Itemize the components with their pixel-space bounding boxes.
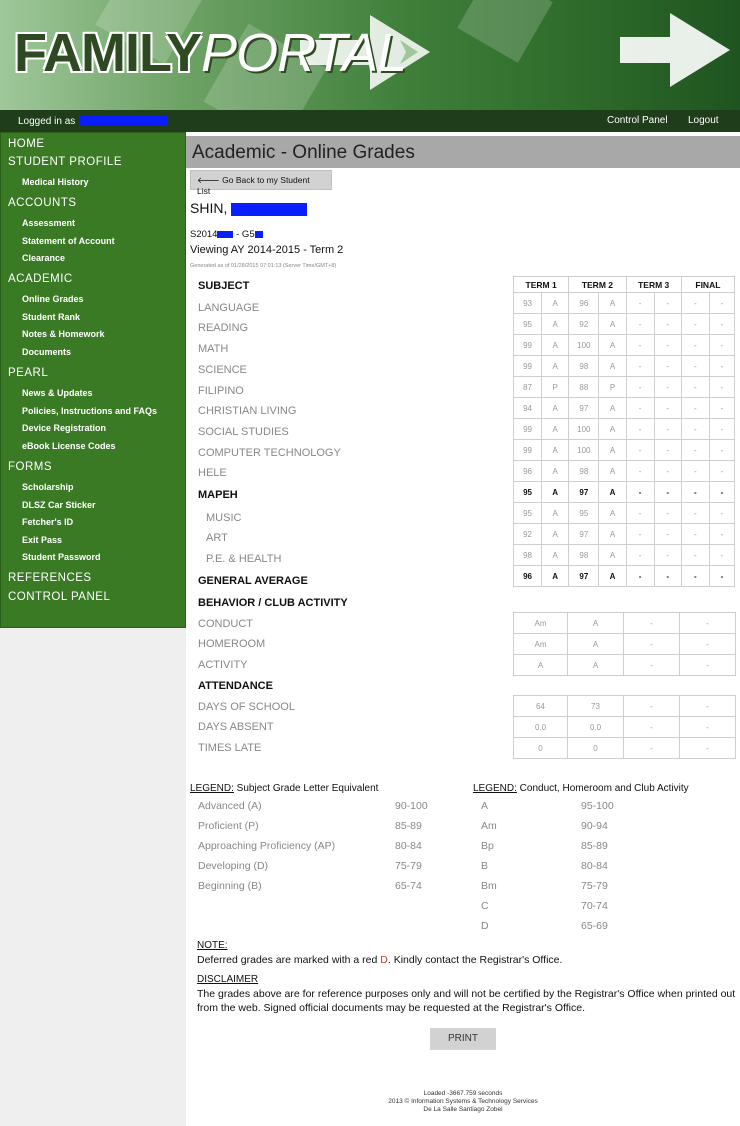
redacted-first-name bbox=[231, 203, 307, 216]
behavior-cell: - bbox=[624, 634, 680, 655]
attendance-cell: 0.0 bbox=[514, 717, 568, 738]
grade-cell: A bbox=[599, 566, 626, 587]
header-banner bbox=[0, 0, 740, 110]
grade-cell: 98 bbox=[569, 356, 599, 377]
sidebar-item-student-password[interactable]: Student Password bbox=[22, 552, 101, 562]
grade-cell: A bbox=[542, 419, 569, 440]
main-content bbox=[186, 132, 740, 1126]
subject-mapeh: MAPEH bbox=[198, 489, 238, 501]
control-panel-link[interactable]: Control Panel bbox=[607, 115, 668, 126]
grade-row-filipino bbox=[514, 377, 735, 398]
behavior-cell: A bbox=[514, 655, 568, 676]
grade-cell: - bbox=[626, 356, 654, 377]
behavior-cell: A bbox=[568, 613, 624, 634]
disclaimer-text: The grades above are for reference purposes only and will not be certified by the Registrar's Office when printed out from the web. Signed official documents may be requested at the Registrar's Office. bbox=[197, 988, 736, 1014]
sidebar-section-forms[interactable]: FORMS bbox=[8, 461, 53, 473]
grade-cell: - bbox=[681, 566, 709, 587]
grade-cell: - bbox=[626, 440, 654, 461]
grade-row-computer-technology bbox=[514, 440, 735, 461]
grade-row-general-average bbox=[514, 566, 735, 587]
attendance-row-days-absent bbox=[514, 717, 736, 738]
grade-row-p-e-health bbox=[514, 545, 735, 566]
grade-cell: 95 bbox=[569, 503, 599, 524]
grade-cell: - bbox=[709, 293, 734, 314]
generated-timestamp: Generated as of 01/28/2015 07:01:13 (Server Time/GMT+8) bbox=[190, 263, 337, 269]
grade-cell: - bbox=[626, 524, 654, 545]
legend-subject-range: 90-100 bbox=[395, 800, 428, 812]
grade-cell: 97 bbox=[569, 566, 599, 587]
behavior-cell: - bbox=[680, 655, 736, 676]
back-to-student-list-button[interactable] bbox=[190, 170, 332, 196]
attendance-cell: 0 bbox=[568, 738, 624, 759]
student-name: SHIN, bbox=[190, 200, 307, 216]
subject-language: LANGUAGE bbox=[198, 302, 260, 314]
attendance-times-late: TIMES LATE bbox=[198, 742, 262, 754]
grade-row-hele bbox=[514, 461, 735, 482]
student-id: S2014 - G5 bbox=[190, 229, 263, 240]
grade-cell: 97 bbox=[569, 398, 599, 419]
legend-subject-range: 75-79 bbox=[395, 860, 422, 872]
behavior-cell: A bbox=[568, 655, 624, 676]
grade-cell: 99 bbox=[514, 335, 542, 356]
grade-cell: 100 bbox=[569, 419, 599, 440]
subject-computer-technology: COMPUTER TECHNOLOGY bbox=[198, 447, 341, 459]
legend-subject-range: 85-89 bbox=[395, 820, 422, 832]
behavior-cell: - bbox=[680, 634, 736, 655]
sidebar-section-home[interactable]: HOME bbox=[8, 138, 45, 150]
grade-row-christian-living bbox=[514, 398, 735, 419]
attendance-days-of-school: DAYS OF SCHOOL bbox=[198, 701, 295, 713]
grade-cell: - bbox=[681, 461, 709, 482]
grade-cell: A bbox=[599, 398, 626, 419]
sidebar-item-clearance[interactable]: Clearance bbox=[22, 253, 66, 263]
banner-decoration bbox=[457, 0, 553, 63]
grade-cell: - bbox=[654, 524, 681, 545]
subject-art: ART bbox=[206, 532, 228, 544]
sidebar bbox=[0, 132, 186, 1126]
legend-conduct-name: Bp bbox=[481, 840, 494, 852]
legend-conduct-range: 65-69 bbox=[581, 920, 608, 932]
grades-table bbox=[513, 276, 735, 587]
legend-conduct-range: 75-79 bbox=[581, 880, 608, 892]
grade-cell: A bbox=[599, 482, 626, 503]
grade-cell: 96 bbox=[514, 566, 542, 587]
grade-row-science bbox=[514, 356, 735, 377]
subject-social-studies: SOCIAL STUDIES bbox=[198, 426, 289, 438]
sidebar-item-scholarship[interactable]: Scholarship bbox=[22, 482, 74, 492]
grade-cell: - bbox=[709, 482, 734, 503]
grade-cell: A bbox=[599, 524, 626, 545]
sidebar-section-academic[interactable]: ACADEMIC bbox=[8, 273, 73, 285]
legend-conduct-range: 70-74 bbox=[581, 900, 608, 912]
grade-cell: - bbox=[626, 461, 654, 482]
grade-cell: 95 bbox=[514, 503, 542, 524]
subject-science: SCIENCE bbox=[198, 364, 247, 376]
grade-row-math bbox=[514, 335, 735, 356]
legend-subject-name: Advanced (A) bbox=[198, 800, 262, 812]
attendance-cell: 0.0 bbox=[568, 717, 624, 738]
grade-cell: - bbox=[654, 545, 681, 566]
attendance-cell: - bbox=[624, 717, 680, 738]
legend-conduct-name: B bbox=[481, 860, 489, 872]
grade-cell: A bbox=[542, 566, 569, 587]
grade-cell: - bbox=[681, 293, 709, 314]
legend-conduct-range: 95-100 bbox=[581, 800, 614, 812]
subject-filipino: FILIPINO bbox=[198, 385, 244, 397]
disclaimer-title: DISCLAIMER bbox=[197, 974, 259, 985]
grade-cell: - bbox=[626, 377, 654, 398]
grade-cell: 98 bbox=[569, 545, 599, 566]
viewing-term-label: Viewing AY 2014-2015 - Term 2 bbox=[190, 244, 344, 256]
grade-cell: - bbox=[654, 503, 681, 524]
attendance-days-absent: DAYS ABSENT bbox=[198, 721, 274, 733]
legend-subject-name: Approaching Proficiency (AP) bbox=[198, 840, 336, 852]
grade-cell: A bbox=[542, 293, 569, 314]
behavior-cell: Am bbox=[514, 634, 568, 655]
attendance-cell: - bbox=[680, 738, 736, 759]
sidebar-section-references[interactable]: REFERENCES bbox=[8, 572, 92, 584]
term-1-header: TERM 1 bbox=[514, 277, 569, 293]
sidebar-section-control-panel[interactable]: CONTROL PANEL bbox=[8, 591, 111, 603]
family-portal-logo bbox=[14, 22, 406, 84]
grade-cell: A bbox=[599, 461, 626, 482]
arrow-left-icon: 🡐 bbox=[197, 175, 220, 185]
grade-cell: A bbox=[542, 503, 569, 524]
sidebar-item-exit-pass[interactable]: Exit Pass bbox=[22, 535, 63, 545]
grade-cell: - bbox=[681, 377, 709, 398]
legend-conduct-title: LEGEND: Conduct, Homeroom and Club Activity bbox=[473, 783, 689, 794]
grade-cell: A bbox=[542, 482, 569, 503]
grade-cell: A bbox=[599, 419, 626, 440]
subject-reading: READING bbox=[198, 322, 249, 334]
grade-cell: - bbox=[709, 335, 734, 356]
deferred-red-letter: D bbox=[380, 954, 388, 966]
legend-conduct-name: A bbox=[481, 800, 489, 812]
sidebar-item-student-rank[interactable]: Student Rank bbox=[22, 312, 81, 322]
grade-cell: A bbox=[542, 545, 569, 566]
grade-cell: 98 bbox=[569, 461, 599, 482]
attendance-header: ATTENDANCE bbox=[198, 680, 273, 692]
grade-cell: 100 bbox=[569, 335, 599, 356]
behavior-cell: - bbox=[680, 613, 736, 634]
grade-cell: - bbox=[681, 314, 709, 335]
sidebar-item-fetchers-id[interactable]: Fetcher's ID bbox=[22, 517, 74, 527]
behavior-cell: - bbox=[624, 613, 680, 634]
attendance-cell: - bbox=[624, 696, 680, 717]
grade-cell: - bbox=[681, 524, 709, 545]
legend-conduct-name: C bbox=[481, 900, 489, 912]
grade-cell: - bbox=[654, 419, 681, 440]
grade-cell: - bbox=[654, 377, 681, 398]
sidebar-section-pearl[interactable]: PEARL bbox=[8, 367, 49, 379]
behavior-cell: Am bbox=[514, 613, 568, 634]
grade-cell: 88 bbox=[569, 377, 599, 398]
note-text: Deferred grades are marked with a red D. Kindly contact the Registrar's Office. bbox=[197, 954, 563, 966]
print-button[interactable]: PRINT bbox=[430, 1028, 496, 1050]
grade-cell: - bbox=[626, 482, 654, 503]
grade-cell: - bbox=[626, 293, 654, 314]
subject-music: MUSIC bbox=[206, 512, 242, 524]
grade-cell: - bbox=[626, 566, 654, 587]
grade-cell: 92 bbox=[569, 314, 599, 335]
page-title: Academic - Online Grades bbox=[186, 136, 740, 168]
grade-cell: A bbox=[599, 335, 626, 356]
sidebar-item-online-grades[interactable]: Online Grades bbox=[22, 294, 84, 304]
grade-cell: - bbox=[654, 356, 681, 377]
grade-cell: 94 bbox=[514, 398, 542, 419]
legend-subject-range: 65-74 bbox=[395, 880, 422, 892]
grade-row-mapeh bbox=[514, 482, 735, 503]
footer-copyright: 2013 © Information Systems & Technology Services bbox=[388, 1098, 538, 1105]
legend-conduct-name: Bm bbox=[481, 880, 497, 892]
sidebar-section-accounts[interactable]: ACCOUNTS bbox=[8, 197, 77, 209]
attendance-table bbox=[513, 695, 736, 759]
subject-christian-living: CHRISTIAN LIVING bbox=[198, 405, 297, 417]
grade-cell: - bbox=[709, 356, 734, 377]
legend-subject-name: Beginning (B) bbox=[198, 880, 262, 892]
term-2-header: TERM 2 bbox=[569, 277, 626, 293]
sidebar-nav bbox=[0, 132, 186, 628]
grade-cell: - bbox=[654, 314, 681, 335]
logo-family-text: FAMILY bbox=[14, 23, 202, 83]
behavior-row-homeroom bbox=[514, 634, 736, 655]
grade-cell: A bbox=[599, 293, 626, 314]
grade-cell: - bbox=[654, 398, 681, 419]
legend-subject-name: Developing (D) bbox=[198, 860, 269, 872]
grade-cell: A bbox=[542, 524, 569, 545]
grade-cell: 92 bbox=[514, 524, 542, 545]
grade-cell: - bbox=[709, 524, 734, 545]
logout-link[interactable]: Logout bbox=[688, 115, 719, 126]
grade-cell: A bbox=[599, 545, 626, 566]
back-button-label: Go Back to my Student List bbox=[197, 175, 310, 196]
grade-cell: - bbox=[626, 545, 654, 566]
grade-cell: 99 bbox=[514, 419, 542, 440]
attendance-cell: - bbox=[624, 738, 680, 759]
final-header: FINAL bbox=[681, 277, 734, 293]
subject-general-average: GENERAL AVERAGE bbox=[198, 575, 308, 587]
grade-cell: - bbox=[709, 440, 734, 461]
grade-cell: A bbox=[599, 440, 626, 461]
grade-row-language bbox=[514, 293, 735, 314]
legend-conduct-range: 85-89 bbox=[581, 840, 608, 852]
legend-conduct-range: 90-94 bbox=[581, 820, 608, 832]
attendance-cell: 73 bbox=[568, 696, 624, 717]
sidebar-item-news-updates[interactable]: News & Updates bbox=[22, 388, 93, 398]
grade-cell: P bbox=[599, 377, 626, 398]
grade-cell: A bbox=[542, 356, 569, 377]
arrow-right-icon bbox=[620, 5, 740, 95]
behavior-header: BEHAVIOR / CLUB ACTIVITY bbox=[198, 597, 348, 609]
legend-conduct-range: 80-84 bbox=[581, 860, 608, 872]
grade-cell: - bbox=[654, 335, 681, 356]
grade-cell: - bbox=[709, 566, 734, 587]
grade-cell: A bbox=[599, 503, 626, 524]
grade-cell: - bbox=[626, 503, 654, 524]
sidebar-item-statement-of-account[interactable]: Statement of Account bbox=[22, 236, 115, 246]
subject-header: SUBJECT bbox=[198, 280, 250, 292]
legend-conduct-name: D bbox=[481, 920, 489, 932]
grade-cell: - bbox=[681, 398, 709, 419]
sidebar-item-medical-history[interactable]: Medical History bbox=[22, 177, 89, 187]
grade-cell: - bbox=[681, 440, 709, 461]
behavior-cell: - bbox=[624, 655, 680, 676]
attendance-cell: - bbox=[680, 717, 736, 738]
grade-row-music bbox=[514, 503, 735, 524]
grade-cell: 95 bbox=[514, 314, 542, 335]
grade-cell: A bbox=[542, 398, 569, 419]
logged-in-label: Logged in as bbox=[18, 115, 167, 127]
grade-cell: 98 bbox=[514, 545, 542, 566]
note-title: NOTE: bbox=[197, 940, 228, 951]
subject-p-e-health: P.E. & HEALTH bbox=[206, 553, 282, 565]
sidebar-item-ebook-license[interactable]: eBook License Codes bbox=[22, 441, 116, 451]
grade-cell: P bbox=[542, 377, 569, 398]
grade-cell: A bbox=[599, 314, 626, 335]
grade-cell: 95 bbox=[514, 482, 542, 503]
behavior-homeroom: HOMEROOM bbox=[198, 638, 266, 650]
grade-cell: 99 bbox=[514, 440, 542, 461]
grade-cell: 96 bbox=[569, 293, 599, 314]
grade-cell: A bbox=[542, 335, 569, 356]
grade-cell: 87 bbox=[514, 377, 542, 398]
behavior-conduct: CONDUCT bbox=[198, 618, 253, 630]
grade-cell: A bbox=[542, 461, 569, 482]
grade-cell: A bbox=[542, 440, 569, 461]
grade-cell: 93 bbox=[514, 293, 542, 314]
grade-cell: A bbox=[599, 356, 626, 377]
footer-load-time: Loaded -3667.759 seconds bbox=[423, 1090, 503, 1097]
grade-cell: - bbox=[681, 419, 709, 440]
grade-cell: - bbox=[681, 545, 709, 566]
sidebar-item-documents[interactable]: Documents bbox=[22, 347, 72, 357]
sidebar-item-notes-homework[interactable]: Notes & Homework bbox=[22, 329, 105, 339]
behavior-row-activity bbox=[514, 655, 736, 676]
subject-hele: HELE bbox=[198, 467, 227, 479]
grade-cell: - bbox=[626, 314, 654, 335]
behavior-table bbox=[513, 612, 736, 676]
grade-cell: 97 bbox=[569, 524, 599, 545]
grade-cell: 97 bbox=[569, 482, 599, 503]
legend-subject-range: 80-84 bbox=[395, 840, 422, 852]
grade-cell: - bbox=[681, 503, 709, 524]
top-bar bbox=[0, 110, 740, 132]
grade-cell: - bbox=[681, 482, 709, 503]
legend-conduct-name: Am bbox=[481, 820, 497, 832]
attendance-cell: - bbox=[680, 696, 736, 717]
redacted-id bbox=[217, 231, 233, 238]
grade-cell: 96 bbox=[514, 461, 542, 482]
behavior-cell: A bbox=[568, 634, 624, 655]
behavior-activity: ACTIVITY bbox=[198, 659, 248, 671]
grade-row-reading bbox=[514, 314, 735, 335]
attendance-cell: 64 bbox=[514, 696, 568, 717]
grade-cell: - bbox=[709, 461, 734, 482]
grade-cell: - bbox=[626, 398, 654, 419]
attendance-row-days-of-school bbox=[514, 696, 736, 717]
grade-cell: - bbox=[681, 335, 709, 356]
grade-cell: 100 bbox=[569, 440, 599, 461]
attendance-row-times-late bbox=[514, 738, 736, 759]
grade-cell: - bbox=[709, 419, 734, 440]
footer-school: De La Salle Santiago Zobel bbox=[423, 1106, 503, 1113]
grade-cell: - bbox=[626, 419, 654, 440]
grade-cell: - bbox=[709, 314, 734, 335]
grade-cell: - bbox=[654, 293, 681, 314]
grade-cell: - bbox=[709, 398, 734, 419]
sidebar-item-assessment[interactable]: Assessment bbox=[22, 218, 76, 228]
grade-cell: 99 bbox=[514, 356, 542, 377]
sidebar-item-policies[interactable]: Policies, Instructions and FAQs bbox=[22, 406, 158, 416]
grade-cell: - bbox=[654, 566, 681, 587]
behavior-row-conduct bbox=[514, 613, 736, 634]
sidebar-item-car-sticker[interactable]: DLSZ Car Sticker bbox=[22, 500, 96, 510]
redacted-section bbox=[255, 231, 263, 238]
legend-subject-title: LEGEND: Subject Grade Letter Equivalent bbox=[190, 783, 379, 794]
grade-row-social-studies bbox=[514, 419, 735, 440]
grade-cell: - bbox=[681, 356, 709, 377]
sidebar-section-student-profile[interactable]: STUDENT PROFILE bbox=[8, 156, 122, 168]
grade-cell: - bbox=[654, 482, 681, 503]
logo-portal-text: PORTAL bbox=[201, 23, 407, 83]
term-3-header: TERM 3 bbox=[626, 277, 681, 293]
grade-cell: - bbox=[654, 440, 681, 461]
redacted-username bbox=[79, 115, 167, 125]
legend-subject-name: Proficient (P) bbox=[198, 820, 259, 832]
grade-cell: - bbox=[709, 503, 734, 524]
grade-cell: - bbox=[709, 545, 734, 566]
sidebar-item-device-registration[interactable]: Device Registration bbox=[22, 423, 107, 433]
attendance-cell: 0 bbox=[514, 738, 568, 759]
grade-cell: A bbox=[542, 314, 569, 335]
grade-cell: - bbox=[626, 335, 654, 356]
grade-cell: - bbox=[709, 377, 734, 398]
grade-cell: - bbox=[654, 461, 681, 482]
grade-row-art bbox=[514, 524, 735, 545]
subject-math: MATH bbox=[198, 343, 229, 355]
